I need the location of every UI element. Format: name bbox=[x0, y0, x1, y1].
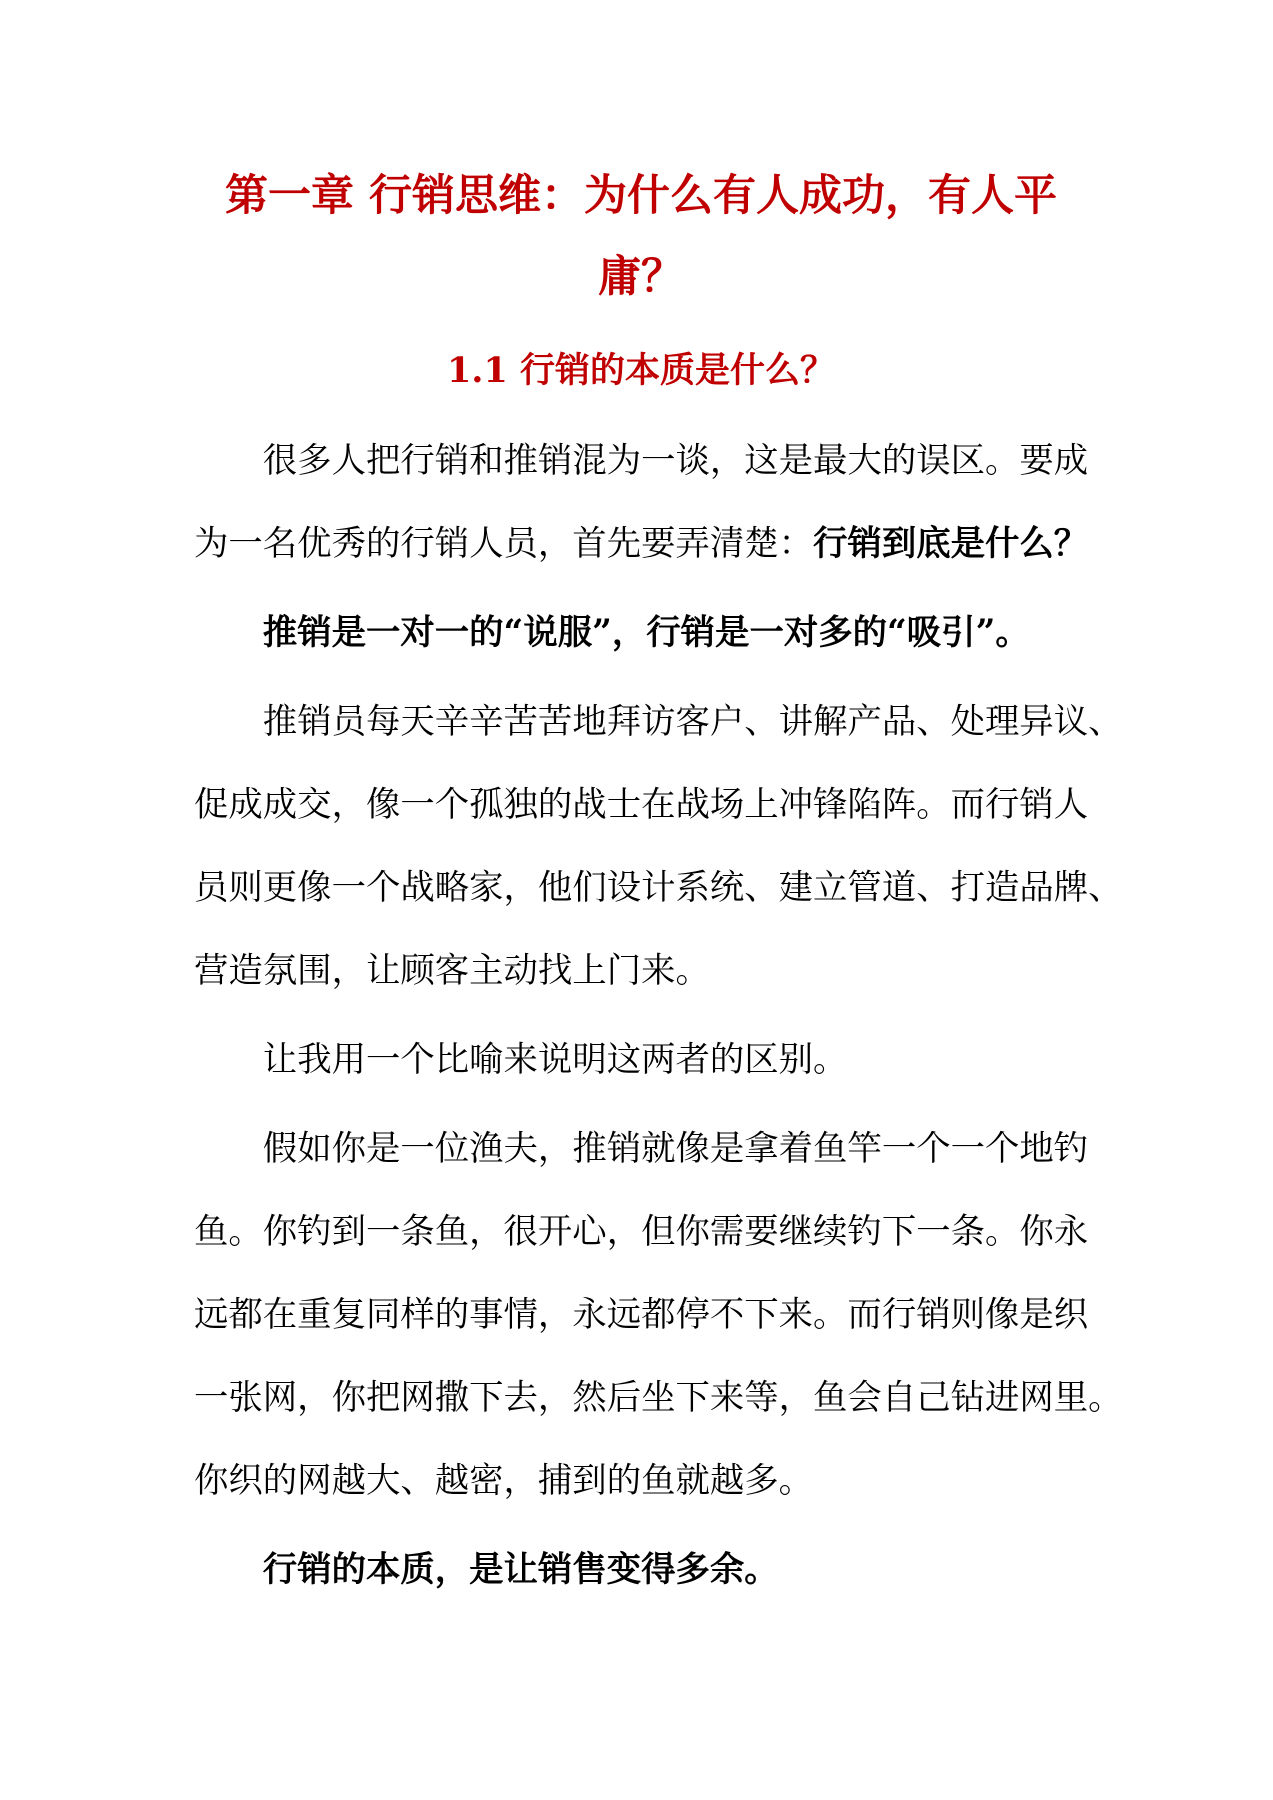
chapter-title-line: 庸？ bbox=[598, 252, 684, 302]
paragraph bbox=[194, 420, 1088, 586]
paragraph bbox=[194, 1108, 1123, 1523]
paragraph bbox=[194, 1019, 1088, 1102]
text-line bbox=[194, 1108, 1088, 1191]
text-line bbox=[194, 1357, 1123, 1440]
body-text bbox=[194, 420, 1123, 1612]
text-segment: 远都在重复同样的事情，永远都停不下来。而行销则像是织 bbox=[194, 1295, 1089, 1335]
emphasis-paragraph bbox=[194, 592, 1088, 675]
text-segment: 你织的网越大、越密，捕到的鱼就越多。 bbox=[194, 1461, 814, 1501]
text-segment: 一张网，你把网撒下去，然后坐下来等，鱼会自己钻进网里。 bbox=[194, 1378, 1123, 1418]
text-segment: 很多人把行销和推销混为一谈，这是最大的误区。要成 bbox=[262, 441, 1089, 481]
text-line bbox=[194, 1191, 1088, 1274]
text-line bbox=[194, 681, 1123, 764]
chapter-title-line: 第一章 行销思维：为什么有人成功，有人平 bbox=[225, 171, 1057, 221]
text-segment: 假如你是一位渔夫，推销就像是拿着鱼竿一个一个地钓 bbox=[262, 1129, 1089, 1169]
text-segment: 鱼。你钓到一条鱼，很开心，但你需要继续钓下一条。你永 bbox=[194, 1212, 1089, 1252]
emphasis-text: 行销到底是什么？ bbox=[813, 524, 1089, 564]
text-line bbox=[194, 592, 1088, 675]
text-line bbox=[194, 764, 1088, 847]
text-segment: 为一名优秀的行销人员，首先要弄清楚： bbox=[194, 524, 814, 564]
text-line bbox=[194, 1019, 1088, 1102]
text-line bbox=[194, 420, 1088, 503]
text-line bbox=[194, 1274, 1088, 1357]
emphasis-paragraph bbox=[194, 1529, 1088, 1612]
text-segment: 营造氛围，让顾客主动找上门来。 bbox=[194, 951, 710, 991]
emphasis-text: 推销是一对一的“说服”，行销是一对多的“吸引”。 bbox=[262, 613, 1030, 653]
text-line bbox=[194, 503, 1088, 586]
emphasis-text: 行销的本质，是让销售变得多余。 bbox=[262, 1550, 779, 1590]
text-segment: 促成成交，像一个孤独的战士在战场上冲锋陷阵。而行销人 bbox=[194, 785, 1089, 825]
chapter-title bbox=[194, 156, 1088, 318]
paragraph bbox=[194, 681, 1123, 1013]
text-segment: 让我用一个比喻来说明这两者的区别。 bbox=[262, 1040, 848, 1080]
text-column bbox=[194, 0, 1123, 1618]
text-line bbox=[194, 930, 1088, 1013]
text-line bbox=[194, 1440, 1088, 1523]
text-line bbox=[194, 1529, 1088, 1612]
text-segment: 推销员每天辛辛苦苦地拜访客户、讲解产品、处理异议、 bbox=[262, 702, 1123, 742]
section-title: 1.1 行销的本质是什么？ bbox=[446, 350, 836, 391]
text-line bbox=[194, 847, 1123, 930]
text-segment: 员则更像一个战略家，他们设计系统、建立管道、打造品牌、 bbox=[194, 868, 1123, 908]
